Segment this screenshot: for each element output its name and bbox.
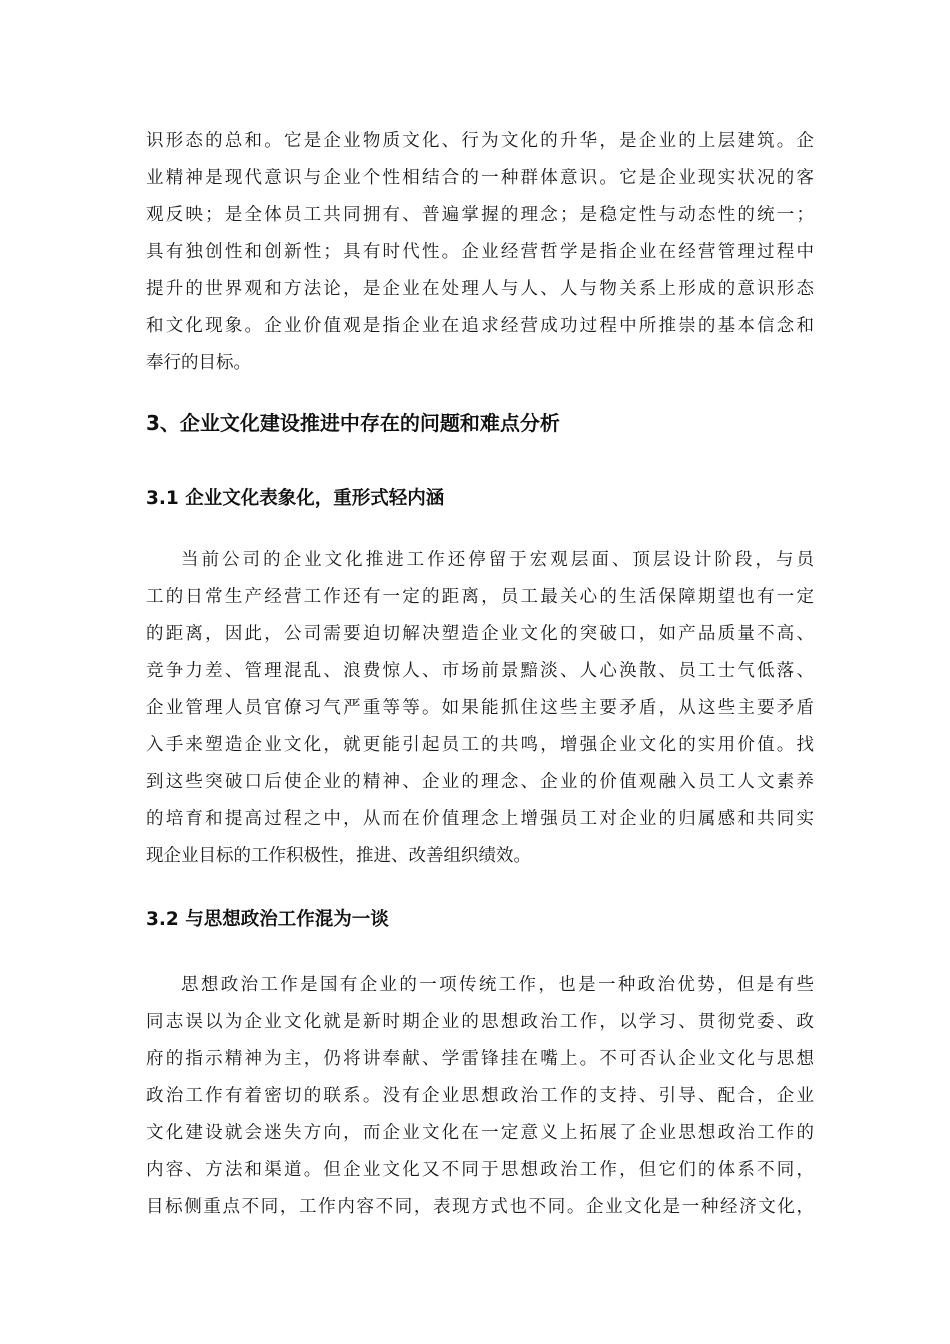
text-line: 思想政治工作是国有企业的一项传统工作，也是一种政治优势，但是有些 xyxy=(181,975,814,995)
text-line: 到这些突破口后使企业的精神、企业的理念、企业的价值观融入员工人文素养 xyxy=(146,772,814,792)
paragraph-3-2 xyxy=(146,967,814,1226)
section-heading: 3、企业文化建设推进中存在的问题和难点分析 xyxy=(146,411,560,435)
text-line: 工的日常生产经营工作还有一定的距离，员工最关心的生活保障期望也有一定 xyxy=(146,587,814,607)
text-line: 同志误以为企业文化就是新时期企业的思想政治工作，以学习、贯彻党委、政 xyxy=(146,1012,814,1032)
subsection-heading: 3.2 与思想政治工作混为一谈 xyxy=(146,909,389,930)
subsection-heading: 3.1 企业文化表象化，重形式轻内涵 xyxy=(146,488,445,509)
paragraph-3-1 xyxy=(146,542,814,875)
text-line: 观反映；是全体员工共同拥有、普遍掌握的理念；是稳定性与动态性的统一； xyxy=(146,205,814,225)
text-line: 企业管理人员官僚习气严重等等。如果能抓住这些主要矛盾，从这些主要矛盾 xyxy=(146,698,814,718)
text-line: 内容、方法和渠道。但企业文化又不同于思想政治工作，但它们的体系不同， xyxy=(146,1160,814,1180)
text-line: 和文化现象。企业价值观是指企业在追求经营成功过程中所推崇的基本信念和 xyxy=(146,316,814,336)
text-line: 的距离，因此，公司需要迫切解决塑造企业文化的突破口，如产品质量不高、 xyxy=(146,624,814,644)
paragraph-continued xyxy=(146,123,814,382)
text-line: 政治工作有着密切的联系。没有企业思想政治工作的支持、引导、配合，企业 xyxy=(146,1086,814,1106)
text-line: 业精神是现代意识与企业个性相结合的一种群体意识。它是企业现实状况的客 xyxy=(146,168,814,188)
text-line: 具有独创性和创新性；具有时代性。企业经营哲学是指企业在经营管理过程中 xyxy=(146,242,814,262)
text-line: 府的指示精神为主，仍将讲奉献、学雷锋挂在嘴上。不可否认企业文化与思想 xyxy=(146,1049,814,1069)
text-line: 的培育和提高过程之中，从而在价值理念上增强员工对企业的归属感和共同实 xyxy=(146,809,814,829)
text-line: 现企业目标的工作积极性，推进、改善组织绩效。 xyxy=(146,846,531,866)
text-line: 文化建设就会迷失方向，而企业文化在一定意义上拓展了企业思想政治工作的 xyxy=(146,1123,814,1143)
text-line: 识形态的总和。它是企业物质文化、行为文化的升华，是企业的上层建筑。企 xyxy=(146,131,814,151)
text-line: 提升的世界观和方法论，是企业在处理人与人、人与物关系上形成的意识形态 xyxy=(146,279,814,299)
text-line: 入手来塑造企业文化，就更能引起员工的共鸣，增强企业文化的实用价值。找 xyxy=(146,735,814,755)
text-line: 竞争力差、管理混乱、浪费惊人、市场前景黯淡、人心涣散、员工士气低落、 xyxy=(146,661,814,681)
text-line: 当前公司的企业文化推进工作还停留于宏观层面、顶层设计阶段，与员 xyxy=(181,550,814,570)
text-line: 奉行的目标。 xyxy=(146,353,251,373)
text-line: 目标侧重点不同，工作内容不同，表现方式也不同。企业文化是一种经济文化， xyxy=(146,1197,814,1217)
